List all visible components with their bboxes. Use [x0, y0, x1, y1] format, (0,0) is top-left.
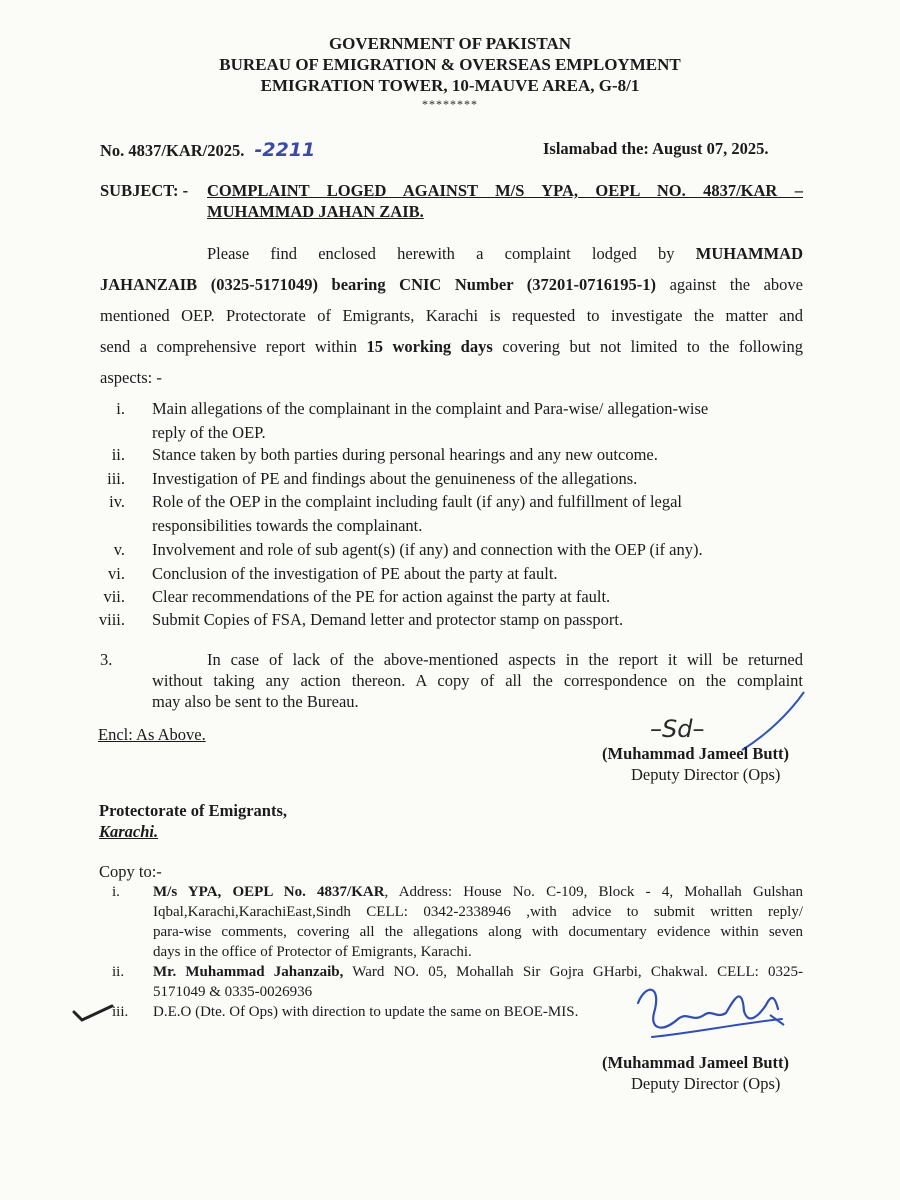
intro-line-4	[100, 331, 803, 362]
aspect-number: vi.	[108, 564, 125, 583]
subject-line-1: COMPLAINT LOGED AGAINST M/S YPA, OEPL NO. 4837/KAR –	[207, 181, 803, 200]
aspect-text: Role of the OEP in the complaint including fault (if any) and fulfillment of legal	[152, 492, 683, 511]
aspect-text: Conclusion of the investigation of PE about the party at fault.	[152, 564, 558, 583]
aspect-text: Stance taken by both parties during personal hearings and any new outcome.	[152, 445, 658, 464]
para3-line-1: In case of lack of the above-mentioned aspects in the report it will be returned	[207, 650, 803, 669]
aspect-text: Clear recommendations of the PE for action against the party at fault.	[152, 587, 611, 606]
header-line-3: EMIGRATION TOWER, 10-MAUVE AREA, G-8/1	[260, 76, 640, 95]
copy-item-3-line-1: D.E.O (Dte. Of Ops) with direction to update the same on BEOE-MIS.	[153, 1004, 579, 1020]
aspect-text: Main allegations of the complainant in the complaint and Para-wise/ allegation-wise	[152, 399, 709, 418]
intro-text: covering but not limited to the following	[502, 337, 804, 356]
aspect-number: v.	[113, 540, 125, 559]
copy-number: ii.	[112, 964, 125, 980]
copy-number: i.	[112, 884, 120, 900]
para3-number: 3.	[100, 650, 113, 669]
signatory-title: Deputy Director (Ops)	[631, 765, 781, 784]
subject-label: SUBJECT: -	[100, 181, 189, 200]
handwritten-signature	[632, 975, 792, 1050]
reference-number	[100, 139, 315, 161]
complainant-name-part: MUHAMMAD	[695, 244, 803, 263]
oep-name: M/s YPA, OEPL No. 4837/KAR	[153, 884, 385, 900]
copy-item-1-line-2: Iqbal,Karachi,KarachiEast,Sindh CELL: 0342-2338946 ,with advice to submit written reply/	[153, 904, 803, 920]
aspect-number: vii.	[103, 587, 125, 606]
addressee-line-1: Protectorate of Emigrants,	[99, 801, 288, 820]
signatory-name: (Muhammad Jameel Butt)	[602, 744, 789, 763]
aspect-number: iv.	[109, 492, 125, 511]
para3-line-3: may also be sent to the Bureau.	[152, 692, 359, 711]
copy-item-2-line-2: 5171049 & 0335-0026936	[153, 984, 313, 1000]
intro-line-3: mentioned OEP. Protectorate of Emigrants, Karachi is requested to investigate the matter and	[100, 306, 803, 325]
aspect-number: iii.	[107, 469, 125, 488]
aspect-text: Investigation of PE and findings about the genuineness of the allegations.	[152, 469, 638, 488]
aspect-text: Submit Copies of FSA, Demand letter and protector stamp on passport.	[152, 610, 624, 629]
enclosure-note: Encl: As Above.	[98, 725, 206, 744]
complainant-address: Ward NO. 05, Mohallah Sir Gojra GHarbi, Chakwal. CELL: 0325-	[343, 964, 803, 980]
aspect-text: responsibilities towards the complainant.	[152, 516, 423, 535]
copy-number: iii.	[112, 1004, 129, 1020]
copy-item-1-line-1	[153, 882, 803, 902]
intro-line-1	[207, 238, 803, 269]
intro-text: send a comprehensive report within	[100, 337, 357, 356]
signatory-name-2: (Muhammad Jameel Butt)	[602, 1053, 789, 1072]
date-line: Islamabad the: August 07, 2025.	[543, 139, 769, 158]
complainant-details: JAHANZAIB (0325-5171049) bearing CNIC Number (37201-0716195-1)	[100, 275, 657, 294]
header-line-1: GOVERNMENT OF PAKISTAN	[328, 34, 572, 53]
copy-item-1-line-4: days in the office of Protector of Emigrants, Karachi.	[153, 944, 472, 960]
copy-item-1-line-3: para-wise comments, covering all the allegations along with documentary evidence within seven	[153, 924, 803, 940]
header-stars: ********	[422, 97, 478, 111]
aspect-text: reply of the OEP.	[152, 423, 266, 442]
intro-text: Please find enclosed herewith a complaint lodged by	[207, 244, 675, 263]
signatory-title-2: Deputy Director (Ops)	[631, 1074, 781, 1093]
aspect-number: i.	[116, 399, 125, 418]
sd-mark: –Sd–	[650, 715, 705, 743]
oep-address: , Address: House No. C-109, Block - 4, Mohallah Gulshan	[384, 884, 803, 900]
complainant-name: Mr. Muhammad Jahanzaib,	[153, 964, 344, 980]
intro-line-2	[100, 269, 803, 300]
aspect-number: viii.	[98, 610, 125, 629]
reference-number-text: No. 4837/KAR/2025.	[100, 141, 245, 160]
handwritten-number: -2211	[254, 139, 316, 161]
header-line-2: BUREAU OF EMIGRATION & OVERSEAS EMPLOYMENT	[219, 55, 681, 74]
aspect-number: ii.	[111, 445, 125, 464]
para3-line-2: without taking any action thereon. A copy of all the correspondence on the complaint	[152, 671, 803, 690]
tick-mark	[72, 1002, 114, 1024]
addressee-line-2: Karachi.	[99, 822, 159, 841]
subject-line-2: MUHAMMAD JAHAN ZAIB.	[207, 202, 424, 221]
copy-to-label: Copy to:-	[99, 862, 162, 881]
aspect-text: Involvement and role of sub agent(s) (if any) and connection with the OEP (if any).	[152, 540, 703, 559]
intro-text: against the above	[669, 275, 803, 294]
intro-line-5: aspects: -	[100, 368, 162, 387]
deadline-text: 15 working days	[366, 337, 493, 356]
